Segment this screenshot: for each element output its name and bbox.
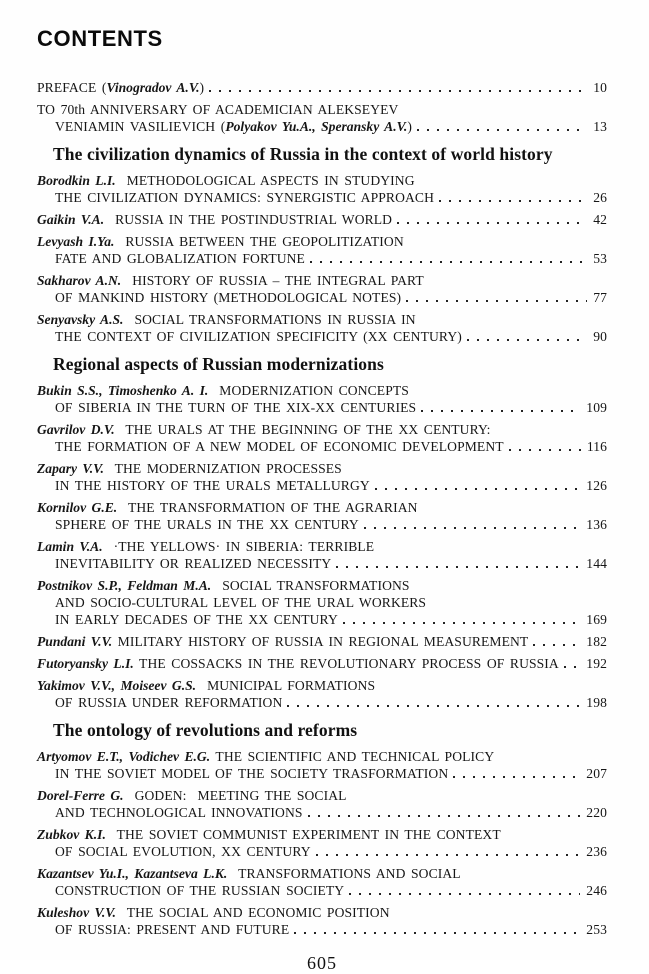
entry-text: THE MODERNIZATION PROCESSES [103,461,342,476]
dot-leader [467,339,587,341]
dot-leader [533,644,580,646]
entry-text: VENIAMIN VASILIEVICH ( [55,119,226,134]
entry-line [37,250,607,267]
entry-line [37,101,607,118]
author-name: Zubkov K.I. [37,827,106,842]
entry-line [37,311,607,328]
entry-line [37,477,607,494]
dot-leader [349,893,580,895]
entry-line [37,804,607,821]
entry-text: TRANSFORMATIONS AND SOCIAL [227,866,461,881]
toc-entry [37,460,607,494]
toc-entry [37,538,607,572]
entry-line [37,921,607,938]
entry-text: OF MANKIND HISTORY (METHODOLOGICAL NOTES) [55,290,402,305]
entry-text: METHODOLOGICAL ASPECTS IN STUDYING [115,173,415,188]
toc-entry [37,633,607,650]
entry-text: FATE AND GLOBALIZATION FORTUNE [55,251,305,266]
dot-leader [336,566,580,568]
dot-leader [294,932,580,934]
entry-text: THE TRANSFORMATION OF THE AGRARIAN [117,500,418,515]
author-name: Dorel-Ferre G. [37,788,124,803]
entry-text: SOCIAL TRANSFORMATIONS [211,578,410,593]
entry-line [37,826,607,843]
entry-line [37,289,607,306]
entry-line [37,382,607,399]
entry-text: INEVITABILITY OR REALIZED NECESSITY [55,556,332,571]
entry-line [37,865,607,882]
entry-text: AND TECHNOLOGICAL INNOVATIONS [55,805,303,820]
entry-line [37,328,607,345]
entry-page-number: 169 [586,612,607,627]
entry-text: OF SOCIAL EVOLUTION, XX CENTURY [55,844,311,859]
dot-leader [417,129,587,131]
page-title: CONTENTS [37,26,163,51]
entry-line [37,172,607,189]
entry-text: ) [407,119,412,134]
toc-entry [37,904,607,938]
entry-line [37,882,607,899]
author-name: Gaikin V.A. [37,212,105,227]
author-name: Bukin S.S., Timoshenko A. I. [37,383,209,398]
entry-text: OF RUSSIA: PRESENT AND FUTURE [55,922,290,937]
entry-text: ·THE YELLOWS· IN SIBERIA: TERRIBLE [102,539,375,554]
author-name: Yakimov V.V., Moiseev G.S. [37,678,197,693]
dot-leader [375,488,581,490]
entry-text: HISTORY OF RUSSIA – THE INTEGRAL PART [121,273,424,288]
entry-page-number: 220 [586,805,607,820]
dot-leader [316,854,581,856]
entry-text: THE COSSACKS IN THE REVOLUTIONARY PROCESS OF RUSSIA [133,656,559,671]
entry-text: THE SOCIAL AND ECONOMIC POSITION [115,905,390,920]
entry-page-number: 192 [586,656,607,671]
dot-leader [209,90,587,92]
footer-page-number: 605 [307,953,337,973]
toc [37,79,607,938]
toc-entry [37,677,607,711]
toc-entry [37,382,607,416]
entry-text: THE SCIENTIFIC AND TECHNICAL POLICY [210,749,495,764]
entry-page-number: 77 [593,290,607,305]
toc-entry [37,577,607,628]
entry-text: RUSSIA BETWEEN THE GEOPOLITIZATION [114,234,404,249]
author-name: Zapary V.V. [37,461,104,476]
entry-text: PREFACE ( [37,80,107,95]
entry-text: IN EARLY DECADES OF THE XX CENTURY [55,612,338,627]
entry-text: OF SIBERIA IN THE TURN OF THE XIX-XX CENTURIES [55,400,417,415]
entry-text: SPHERE OF THE URALS IN THE XX CENTURY [55,517,359,532]
toc-entry [37,865,607,899]
entry-page-number: 253 [586,922,607,937]
author-name: Senyavsky A.S. [37,312,124,327]
entry-line [37,748,607,765]
author-name: Kornilov G.E. [37,500,118,515]
dot-leader [421,410,580,412]
author-name: Levyash I.Ya. [37,234,115,249]
toc-entry [37,311,607,345]
entry-page-number: 136 [586,517,607,532]
entry-text: THE FORMATION OF A NEW MODEL OF ECONOMIC DEVELOPMENT [55,439,504,454]
entry-line [37,399,607,416]
entry-line [37,611,607,628]
author-name: Pundani V.V. [37,634,113,649]
entry-line [37,233,607,250]
toc-section [37,144,607,345]
entry-line [37,438,607,455]
dot-leader [308,815,581,817]
entry-text: RUSSIA IN THE POSTINDUSTRIAL WORLD [104,212,393,227]
entry-line [37,421,607,438]
entry-line [37,189,607,206]
dot-leader [343,622,580,624]
entry-line [37,460,607,477]
section-heading: The ontology of revolutions and reforms [53,720,358,740]
entry-page-number: 126 [586,478,607,493]
entry-page-number: 90 [593,329,607,344]
dot-leader [509,449,581,451]
entry-page-number: 10 [593,80,607,95]
section-heading: Regional aspects of Russian modernizations [53,354,384,374]
entry-line [37,655,607,672]
entry-text: IN THE HISTORY OF THE URALS METALLURGY [55,478,370,493]
toc-entry [37,101,607,135]
author-name: Polyakov Yu.A., Speransky A.V. [225,119,408,134]
entry-page-number: 53 [593,251,607,266]
toc-entry [37,172,607,206]
entry-text: THE CONTEXT OF CIVILIZATION SPECIFICITY (XX CENTURY) [55,329,462,344]
author-name: Lamin V.A. [37,539,103,554]
toc-section [37,720,607,938]
entry-page-number: 144 [586,556,607,571]
entry-text: MILITARY HISTORY OF RUSSIA IN REGIONAL MEASUREMENT [112,634,529,649]
toc-entry [37,79,607,96]
entry-text: SOCIAL TRANSFORMATIONS IN RUSSIA IN [123,312,416,327]
section-heading: The civilization dynamics of Russia in the context of world history [53,144,553,164]
dot-leader [287,705,580,707]
entry-line [37,555,607,572]
toc-section [37,79,607,135]
entry-text: GODEN: MEETING THE SOCIAL [123,788,347,803]
entry-page-number: 207 [586,766,607,781]
entry-page-number: 42 [593,212,607,227]
entry-text: THE CIVILIZATION DYNAMICS: SYNERGISTIC APPROACH [55,190,434,205]
entry-page-number: 109 [586,400,607,415]
entry-line [37,843,607,860]
entry-text: AND SOCIO-CULTURAL LEVEL OF THE URAL WORKERS [55,595,427,610]
toc-entry [37,748,607,782]
toc-entry [37,655,607,672]
entry-line [37,577,607,594]
entry-line [37,633,607,650]
entry-line [37,538,607,555]
entry-line [37,516,607,533]
entry-line [37,594,607,611]
entry-text: THE SOVIET COMMUNIST EXPERIMENT IN THE CONTEXT [105,827,501,842]
author-name: Kazantsev Yu.I., Kazantseva L.K. [37,866,228,881]
entry-line [37,904,607,921]
toc-entry [37,233,607,267]
dot-leader [397,222,587,224]
entry-text: IN THE SOVIET MODEL OF THE SOCIETY TRASFORMATION [55,766,449,781]
dot-leader [564,666,580,668]
author-name: Sakharov A.N. [37,273,122,288]
author-name: Gavrilov D.V. [37,422,115,437]
entry-page-number: 116 [586,439,607,454]
entry-page-number: 26 [593,190,607,205]
toc-section [37,354,607,711]
entry-page-number: 236 [586,844,607,859]
dot-leader [406,300,587,302]
dot-leader [439,200,587,202]
entry-line [37,272,607,289]
entry-page-number: 182 [586,634,607,649]
author-name: Futoryansky L.I. [37,656,134,671]
author-name: Artyomov E.T., Vodichev E.G. [37,749,211,764]
entry-line [37,211,607,228]
entry-line [37,79,607,96]
entry-text: MUNICIPAL FORMATIONS [196,678,376,693]
entry-text: TO 70th ANNIVERSARY OF ACADEMICIAN ALEKSEYEV [37,102,399,117]
entry-page-number: 13 [593,119,607,134]
entry-line [37,677,607,694]
toc-entry [37,421,607,455]
entry-line [37,499,607,516]
dot-leader [453,776,580,778]
entry-text: MODERNIZATION CONCEPTS [208,383,409,398]
entry-text: CONSTRUCTION OF THE RUSSIAN SOCIETY [55,883,345,898]
toc-entry [37,272,607,306]
toc-entry [37,211,607,228]
entry-text: ) [199,80,205,95]
entry-line [37,694,607,711]
toc-entry [37,499,607,533]
entry-line [37,765,607,782]
dot-leader [364,527,580,529]
entry-text: OF RUSSIA UNDER REFORMATION [55,695,283,710]
entry-line [37,118,607,135]
toc-entry [37,826,607,860]
author-name: Postnikov S.P., Feldman M.A. [37,578,212,593]
author-name: Kuleshov V.V. [37,905,116,920]
entry-text: THE URALS AT THE BEGINNING OF THE XX CENTURY: [114,422,491,437]
dot-leader [310,261,587,263]
toc-entry [37,787,607,821]
entry-page-number: 246 [586,883,607,898]
entry-line [37,787,607,804]
author-name: Vinogradov A.V. [106,80,200,95]
author-name: Borodkin L.I. [37,173,116,188]
entry-page-number: 198 [586,695,607,710]
